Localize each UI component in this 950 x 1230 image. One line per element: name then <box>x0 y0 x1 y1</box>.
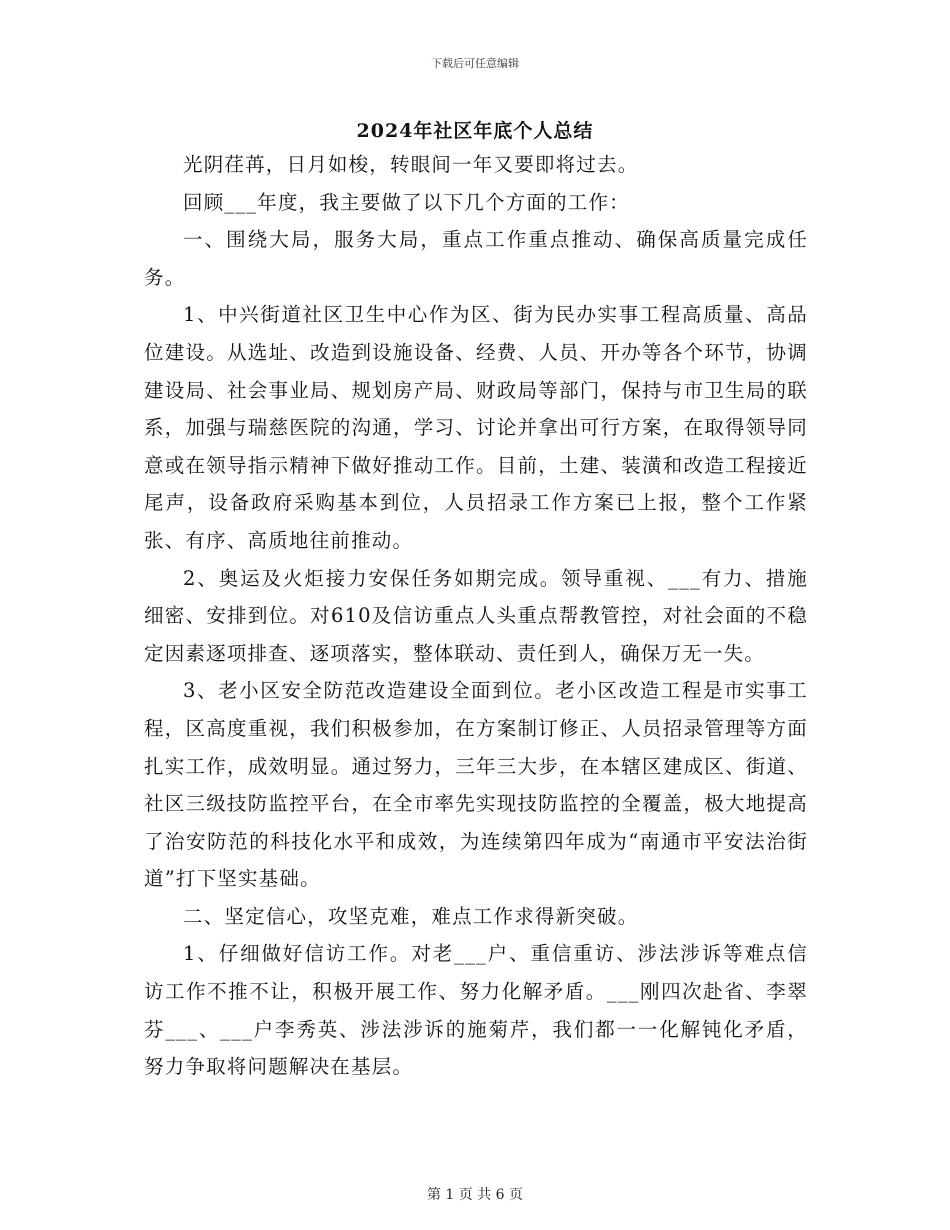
document-body <box>144 146 808 1086</box>
document-title: 2024年社区年底个人总结 <box>356 120 594 142</box>
paragraph-review: 回顾___年度，我主要做了以下几个方面的工作： <box>183 190 630 214</box>
page-number-footer: 第 1 页 共 6 页 <box>426 1187 524 1203</box>
paragraph-item-1-3: 3、老小区安全防范改造建设全面到位。老小区改造工程是市实事工程，区高度重视，我们积极参加，在方案制订修正、人员招录管理等方面扎实工作，成效明显。通过努力，三年三大步，在本辖区建成区、街道、社区三级技防监控平台，在全市率先实现技防监控的全覆盖，极大地提高了治安防范的科技化水平和成效，为连续第四年成为“南通市平安法治街道”打下坚实基础。 <box>144 679 808 891</box>
section-heading-1: 一、围绕大局，服务大局，重点工作重点推动、确保高质量完成任务。 <box>144 228 808 289</box>
section-heading-2: 二、坚定信心，攻坚克难，难点工作求得新突破。 <box>183 904 639 928</box>
paragraph-intro: 光阴荏苒，日月如梭，转眼间一年又要即将过去。 <box>183 153 639 176</box>
paragraph-item-1-1: 1、中兴街道社区卫生中心作为区、街为民办实事工程高质量、高品位建设。从选址、改造到设施设备、经费、人员、开办等各个环节，协调建设局、社会事业局、规划房产局、财政局等部门，保持与市卫生局的联系，加强与瑞慈医院的沟通，学习、讨论并拿出可行方案，在取得领导同意或在领导指示精神下做好推动工作。目前，土建、装潢和改造工程接近尾声，设备政府采购基本到位，人员招录工作方案已上报，整个工作紧张、有序、高质地往前推动。 <box>144 303 808 552</box>
paragraph-item-2-1: 1、仔细做好信访工作。对老___户、重信重访、涉法涉诉等难点信访工作不推不让，积极开展工作、努力化解矛盾。___刚四次赴省、李翠芬___、___户李秀英、涉法涉诉的施菊芹，我们都一一化解钝化矛盾，努力争取将问题解决在基层。 <box>144 942 808 1079</box>
paragraph-item-1-2: 2、奥运及火炬接力安保任务如期完成。领导重视、___有力、措施细密、安排到位。对610及信访重点人头重点帮教管控，对社会面的不稳定因素逐项排查、逐项落实，整体联动、责任到人，确保万无一失。 <box>144 566 808 665</box>
header-note: 下载后可任意编辑 <box>431 57 519 70</box>
